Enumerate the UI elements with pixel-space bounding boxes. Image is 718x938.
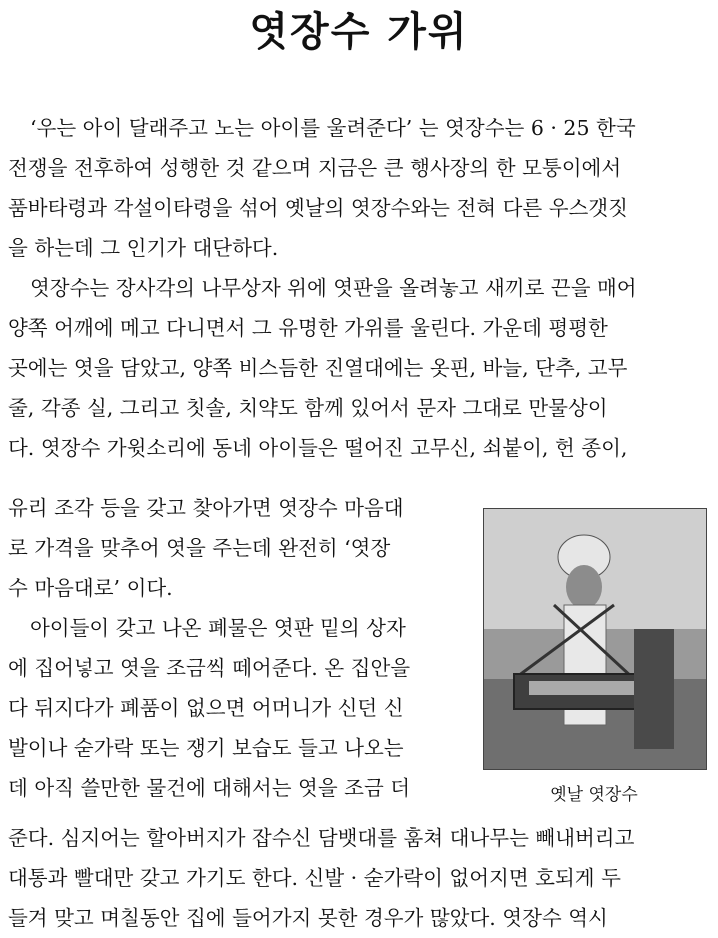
body-text-bottom (8, 818, 704, 938)
page-title: 엿장수 가위 (249, 8, 469, 55)
text-line: 데 아직 쓸만한 물건에 대해서는 엿을 조금 더 (8, 776, 411, 800)
photo-illustration (484, 509, 706, 769)
text-line: 다 뒤지다가 폐품이 없으면 어머니가 신던 신 (8, 696, 404, 720)
text-line: 양쪽 어깨에 메고 다니면서 그 유명한 가위를 울린다. 가운데 평평한 (8, 316, 608, 340)
text-line: 품바타령과 각설이타령을 섞어 옛날의 엿장수와는 전혀 다른 우스갯짓 (8, 196, 628, 220)
photo-yeot-seller (483, 508, 707, 770)
text-line: 을 하는데 그 인기가 대단하다. (8, 236, 279, 260)
text-line: 유리 조각 등을 갖고 찾아가면 엿장수 마음대 (8, 496, 404, 520)
text-line: 전쟁을 전후하여 성행한 것 같으며 지금은 큰 행사장의 한 모퉁이에서 (8, 156, 622, 180)
text-line: 엿장수는 장사각의 나무상자 위에 엿판을 올려놓고 새끼로 끈을 매어 (30, 276, 637, 300)
text-line: 에 집어넣고 엿을 조금씩 떼어준다. 온 집안을 (8, 656, 411, 680)
text-line: 수 마음대로’ 이다. (8, 576, 173, 600)
text-line: 줄, 각종 실, 그리고 칫솔, 치약도 함께 있어서 문자 그대로 만물상이 (8, 396, 608, 420)
text-line: 아이들이 갖고 나온 폐물은 엿판 밑의 상자 (30, 616, 406, 640)
body-text-narrow (8, 488, 460, 808)
text-line: 로 가격을 맞추어 엿을 주는데 완전히 ‘엿장 (8, 536, 391, 560)
text-line: 준다. 심지어는 할아버지가 잡수신 담뱃대를 훔쳐 대나무는 빼내버리고 (8, 826, 635, 850)
text-line: 발이나 숟가락 또는 쟁기 보습도 들고 나오는 (8, 736, 404, 760)
text-line: ‘우는 아이 달래주고 노는 아이를 울려준다’ 는 엿장수는 6 · 25 한국 (30, 116, 636, 140)
text-line: 들겨 맞고 며칠동안 집에 들어가지 못한 경우가 많았다. 엿장수 역시 (8, 906, 608, 930)
text-line: 다. 엿장수 가윗소리에 동네 아이들은 떨어진 고무신, 쇠붙이, 헌 종이, (8, 436, 628, 460)
text-line: 곳에는 엿을 담았고, 양쪽 비스듬한 진열대에는 옷핀, 바늘, 단추, 고무 (8, 356, 628, 380)
body-text-full (8, 108, 704, 468)
text-line: 대통과 빨대만 갖고 가기도 한다. 신발 · 숟가락이 없어지면 호되게 두 (8, 866, 621, 890)
figure (483, 508, 705, 805)
figure-caption: 옛날 엿장수 (550, 785, 638, 805)
